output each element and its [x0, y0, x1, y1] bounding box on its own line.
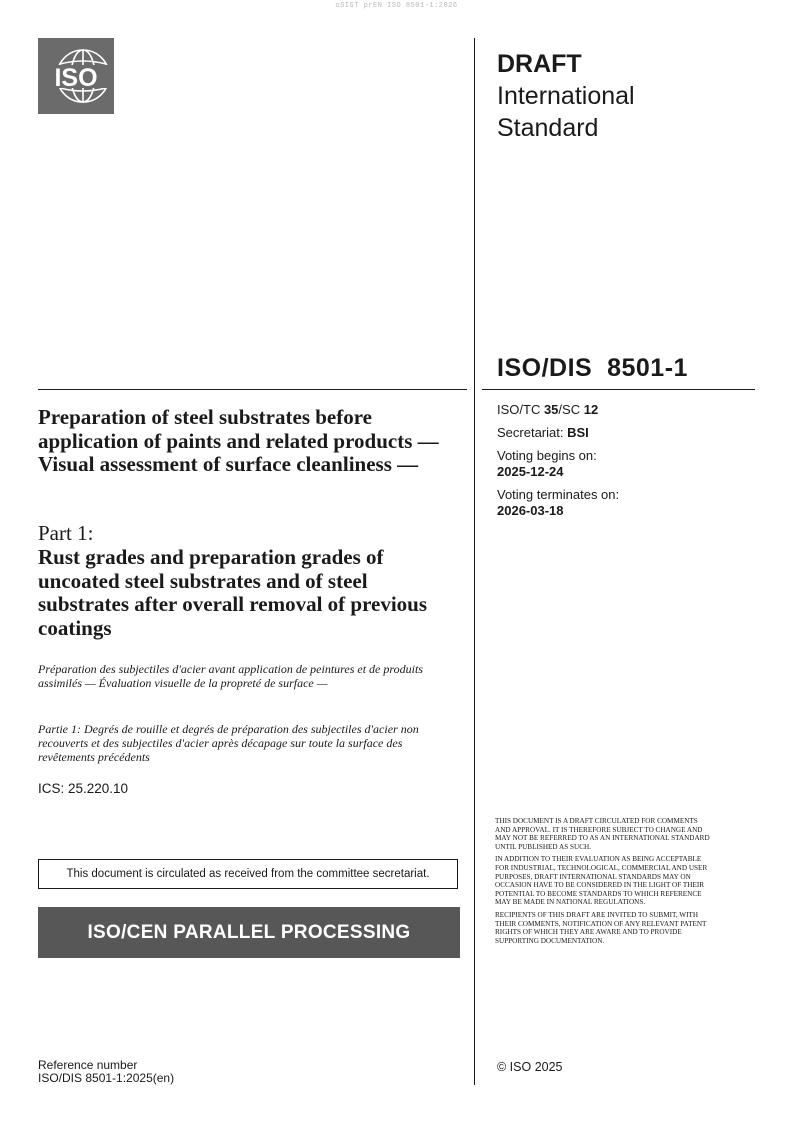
- voting-terminates: [497, 487, 619, 519]
- voting-begins: [497, 448, 619, 480]
- committee: [497, 402, 619, 418]
- voting-begins-label: Voting begins on:: [497, 448, 597, 463]
- sc-prefix: /SC: [558, 402, 584, 417]
- voting-terminates-date: 2026-03-18: [497, 503, 564, 518]
- disclaimer-paragraph: RECIPIENTS OF THIS DRAFT ARE INVITED TO SUBMIT, WITH THEIR COMMENTS, NOTIFICATION OF ANY RELEVANT PATENT RIGHTS OF WHICH THEY ARE AWARE AND TO PROVIDE SUPPORTING DOCUMENTATION.: [495, 910, 707, 945]
- french-title: Préparation des subjectiles d'acier avant application de peintures et de produits assimilés — Évaluation visuelle de la propreté de surface —: [38, 662, 423, 690]
- watermark: oSIST prEN ISO 8501-1:2026: [335, 2, 458, 10]
- secretariat-value: BSI: [567, 425, 589, 440]
- secretariat: [497, 425, 619, 441]
- iso-logo-icon: [38, 38, 114, 114]
- document-type: [497, 48, 635, 144]
- part-label: Part 1:: [38, 521, 94, 545]
- document-subtitle: Rust grades and preparation grades of uncoated steel substrates and of steel substrates after overall removal of previous coatings: [38, 545, 428, 640]
- standard-number: ISO/DIS 8501-1: [497, 354, 688, 382]
- horizontal-divider-right: [482, 389, 755, 390]
- ics-code: ICS: 25.220.10: [38, 781, 129, 796]
- reference-value: ISO/DIS 8501-1:2025(en): [38, 1071, 175, 1085]
- circulation-note: This document is circulated as received from the committee secretariat.: [38, 859, 458, 889]
- iso-logo: [38, 38, 114, 114]
- iso-logo-text: ISO: [54, 64, 98, 92]
- draft-label: DRAFT: [497, 50, 582, 78]
- vertical-divider: [474, 38, 475, 1085]
- parallel-processing-banner: ISO/CEN PARALLEL PROCESSING: [38, 907, 460, 958]
- document-metadata: [497, 402, 619, 526]
- secretariat-label: Secretariat:: [497, 425, 568, 440]
- voting-begins-date: 2025-12-24: [497, 464, 564, 479]
- document-title: Preparation of steel substrates before application of paints and related products — Visual assessment of surface cleanliness —: [38, 405, 439, 476]
- sc-number: 12: [583, 402, 599, 417]
- disclaimer-paragraph: IN ADDITION TO THEIR EVALUATION AS BEING ACCEPTABLE FOR INDUSTRIAL, TECHNOLOGICAL, COMMERCIAL AND USER PURPOSES, DRAFT INTERNATIONAL STANDARDS MAY ON OCCASION HAVE TO BE CONSIDERED IN THE LIGHT OF THEIR POTENTIAL TO BECOME STANDARDS TO WHICH REFERENCE MAY BE MADE IN NATIONAL REGULATIONS.: [495, 855, 708, 907]
- standard-label: Standard: [497, 114, 599, 142]
- committee-prefix: ISO/TC: [497, 402, 544, 417]
- international-label: International: [497, 82, 635, 110]
- reference-label: Reference number: [38, 1058, 138, 1072]
- horizontal-divider-left: [38, 389, 467, 390]
- copyright: © ISO 2025: [497, 1060, 563, 1074]
- reference-number: [38, 1059, 174, 1085]
- draft-disclaimer: [495, 817, 710, 949]
- tc-number: 35: [543, 402, 559, 417]
- disclaimer-paragraph: THIS DOCUMENT IS A DRAFT CIRCULATED FOR COMMENTS AND APPROVAL. IT IS THEREFORE SUBJECT TO CHANGE AND MAY NOT BE REFERRED TO AS AN INTERNATIONAL STANDARD UNTIL PUBLISHED AS SUCH.: [495, 817, 710, 851]
- french-part-title: Partie 1: Degrés de rouille et degrés de préparation des subjectiles d'acier non recouverts et des subjectiles d'acier après décapage sur toute la surface des revêtements précédents: [38, 722, 419, 764]
- voting-terminates-label: Voting terminates on:: [497, 487, 620, 502]
